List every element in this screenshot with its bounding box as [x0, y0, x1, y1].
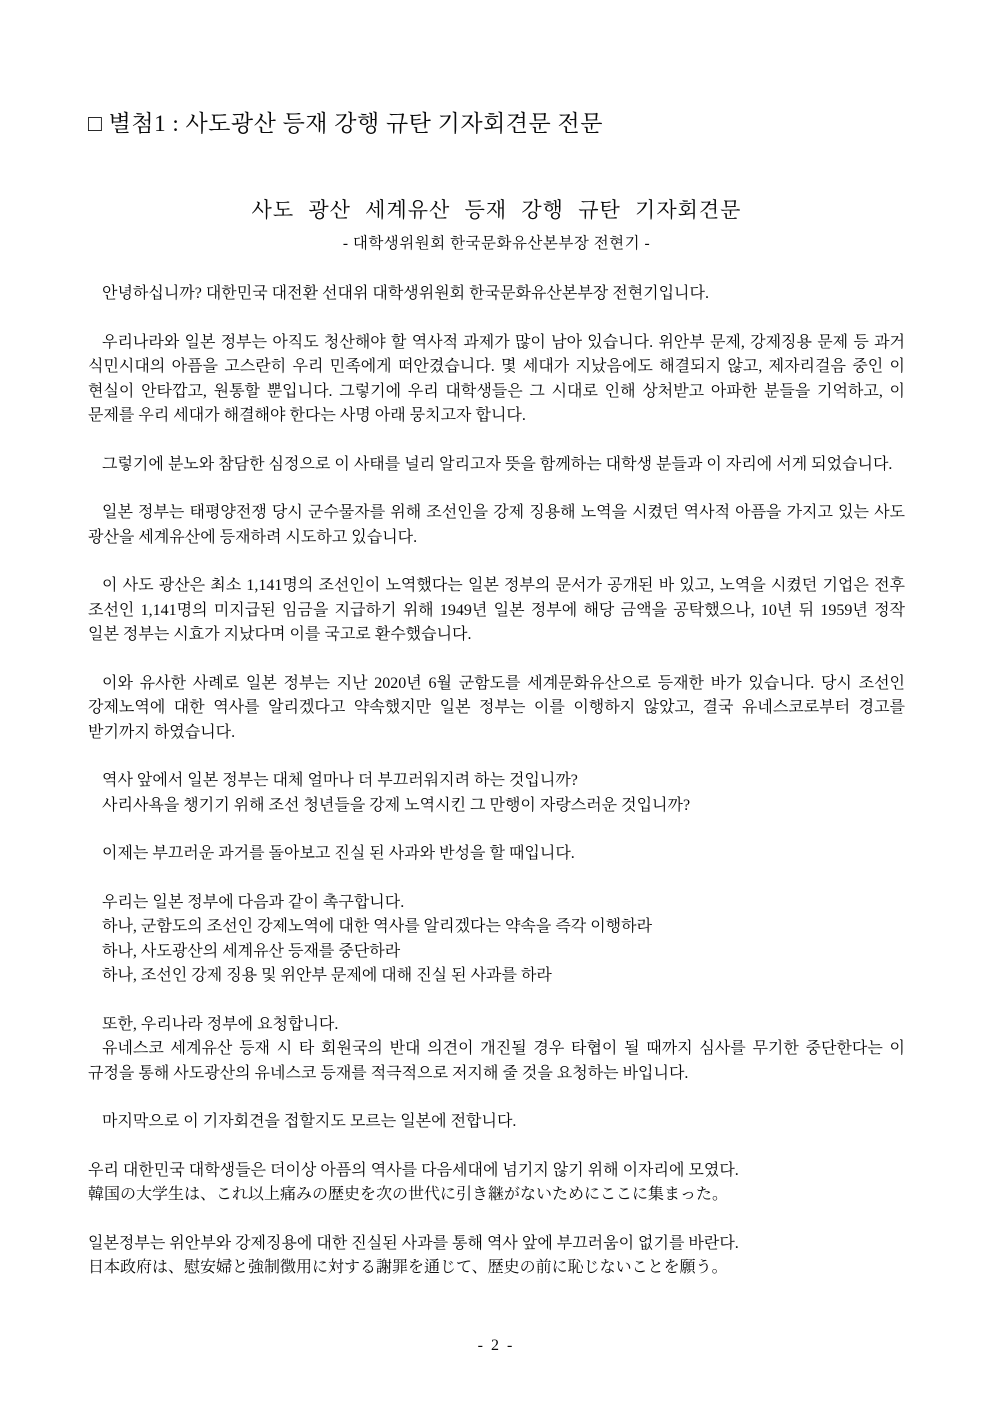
- paragraph-line: 우리 대한민국 대학생들은 더이상 아픔의 역사를 다음세대에 넘기지 않기 위해 이자리에 모였다.: [88, 1161, 739, 1179]
- paragraph: [88, 282, 905, 307]
- paragraph-line: 우리나라와 일본 정부는 아직도 청산해야 할 역사적 과제가 많이 남아 있습니다. 위안부 문제, 강제징용 문제 등 과거 식민시대의 아픔을 고스란히 우리 민족에게 떠안겼습니다. 몇 세대가 지났음에도 해결되지 않고, 제자리걸음 중인 이 현실이 안타깝고, 원통할 뿐입니다. 그렇기에 우리 대학생들은 그 시대로 인해 상처받고 아파한 분들을 기억하고, 이 문제를 우리 세대가 해결해야 한다는 사명 아래 뭉치고자 합니다.: [88, 333, 905, 424]
- paragraph: [88, 453, 905, 478]
- paragraph: [88, 891, 905, 989]
- paragraph: [88, 331, 905, 429]
- paragraph-line: 하나, 사도광산의 세계유산 등재를 중단하라: [102, 942, 401, 960]
- paragraph-line: 일본정부는 위안부와 강제징용에 대한 진실된 사과를 통해 역사 앞에 부끄러움이 없기를 바란다.: [88, 1234, 739, 1252]
- press-release-title: 사도 광산 세계유산 등재 강행 규탄 기자회견문: [251, 198, 742, 222]
- paragraph: [88, 769, 905, 818]
- page-number: - 2 -: [477, 1337, 515, 1354]
- paragraph: [88, 672, 905, 746]
- paragraph-line: 이 사도 광산은 최소 1,141명의 조선인이 노역했다는 일본 정부의 문서가 공개된 바 있고, 노역을 시켰던 기업은 전후 조선인 1,141명의 미지급된 임금을 지급하기 위해 1949년 일본 정부에 해당 금액을 공탁했으나, 10년 뒤 1959년 정작 일본 정부는 시효가 지났다며 이를 국고로 환수했습니다.: [88, 577, 905, 643]
- paragraph: [88, 842, 905, 867]
- paragraph: [88, 1159, 905, 1208]
- paragraph-line: 안녕하십니까? 대한민국 대전환 선대위 대학생위원회 한국문화유산본부장 전현기입니다.: [102, 285, 709, 302]
- paragraph-line: 하나, 조선인 강제 징용 및 위안부 문제에 대해 진실 된 사과를 하라: [102, 967, 552, 984]
- press-release-byline: - 대학생위원회 한국문화유산본부장 전현기 -: [342, 235, 651, 252]
- paragraph: [88, 501, 905, 550]
- paragraph: [88, 1013, 905, 1087]
- paragraph-line: 일본 정부는 태평양전쟁 당시 군수물자를 위해 조선인을 강제 징용해 노역을 시켰던 역사적 아픔을 가지고 있는 사도 광산을 세계유산에 등재하려 시도하고 있습니다.: [88, 504, 905, 546]
- paragraph-line: 역사 앞에서 일본 정부는 대체 얼마나 더 부끄러워지려 하는 것입니까?: [102, 772, 578, 789]
- paragraph-line: 마지막으로 이 기자회견을 접할지도 모르는 일본에 전합니다.: [102, 1113, 517, 1130]
- paragraph-line: 이와 유사한 사례로 일본 정부는 지난 2020년 6월 군함도를 세계문화유산으로 등재한 바가 있습니다. 당시 조선인 강제노역에 대한 역사를 알리겠다고 약속했지만 일본 정부는 이를 이행하지 않았고, 결국 유네스코로부터 경고를 받기까지 하였습니다.: [88, 674, 905, 741]
- paragraph-line: 하나, 군함도의 조선인 강제노역에 대한 역사를 알리겠다는 약속을 즉각 이행하라: [102, 918, 653, 935]
- paragraph-line: 그렇기에 분노와 참담한 심정으로 이 사태를 널리 알리고자 뜻을 함께하는 대학생 분들과 이 자리에 서게 되었습니다.: [102, 455, 893, 473]
- attachment-title: □ 별첨1 : 사도광산 등재 강행 규탄 기자회견문 전문: [88, 111, 603, 136]
- paragraph: [88, 574, 905, 648]
- paragraph-line: 사리사욕을 챙기기 위해 조선 청년들을 강제 노역시킨 그 만행이 자랑스러운 것입니까?: [102, 796, 691, 814]
- paragraph-line: 우리는 일본 정부에 다음과 같이 촉구합니다.: [102, 893, 405, 911]
- paragraph-line: 日本政府は、慰安婦と強制徴用に対する謝罪を通じて、歴史の前に恥じないことを願う。: [88, 1259, 728, 1276]
- paragraph-line: 또한, 우리나라 정부에 요청합니다.: [102, 1015, 339, 1033]
- paragraph-line: 유네스코 세계유산 등재 시 타 회원국의 반대 의견이 개진될 경우 타협이 될 때까지 심사를 무기한 중단한다는 이 규정을 통해 사도광산의 유네스코 등재를 적극적으로 저지해 줄 것을 요청하는 바입니다.: [88, 1040, 905, 1082]
- paragraph: [88, 1110, 905, 1135]
- paragraph-line: 韓国の大学生は、これ以上痛みの歴史を次の世代に引き継がないためにここに集まった。: [88, 1186, 729, 1203]
- paragraph: [88, 1232, 905, 1281]
- document-body: [88, 282, 905, 1281]
- paragraph-line: 이제는 부끄러운 과거를 돌아보고 진실 된 사과와 반성을 할 때입니다.: [102, 845, 575, 862]
